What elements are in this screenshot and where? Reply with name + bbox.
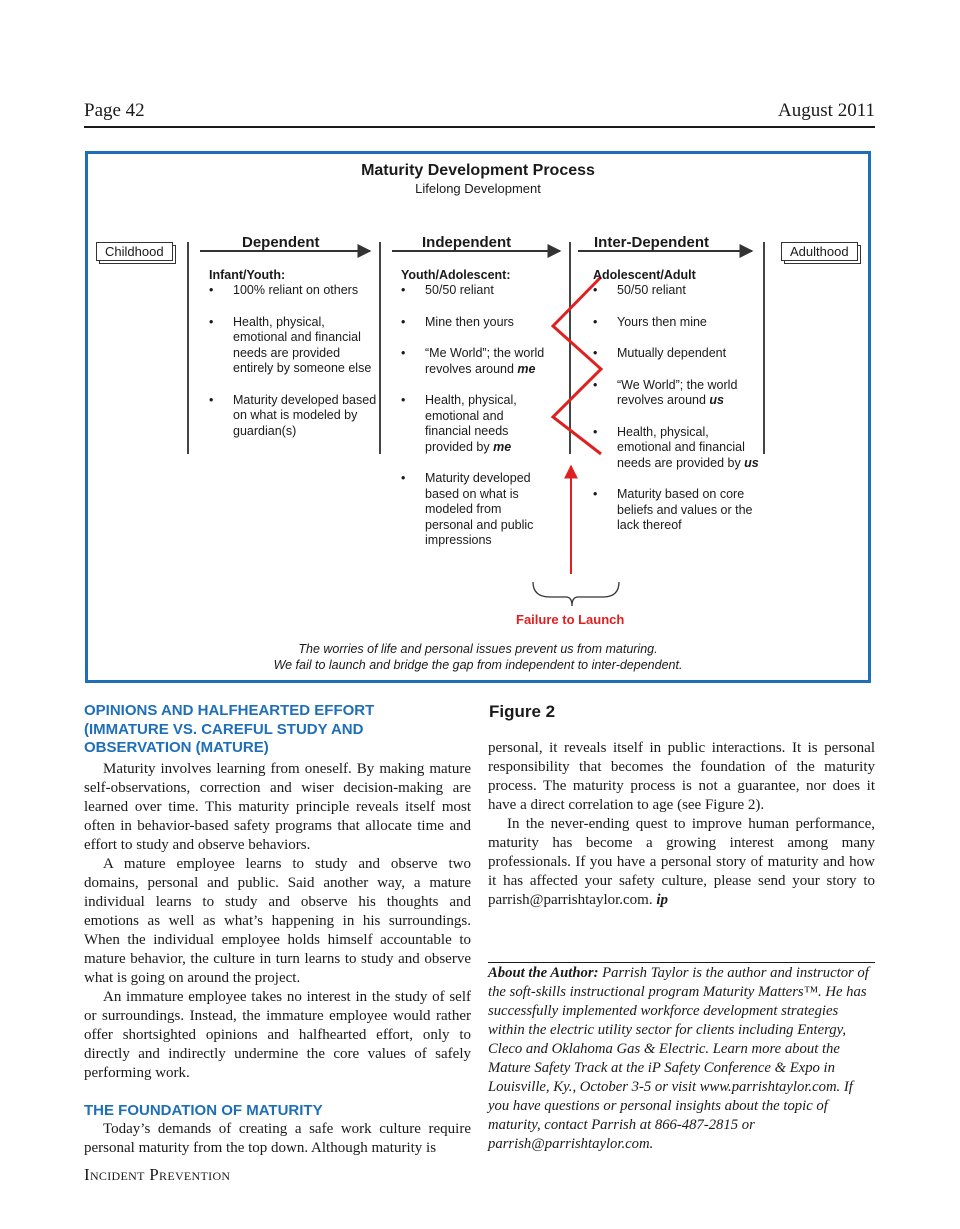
list-item: • Mutually dependent (593, 346, 763, 362)
figure-title: Maturity Development Process (361, 162, 595, 179)
article-left-column (84, 702, 471, 1158)
phase-dependent: Dependent (242, 234, 320, 251)
paragraph: personal, it reveals itself in public interactions. It is personal responsibility that becomes the foundation of the maturity process. The maturity process is not a guarantee, nor does it have a direct correlation to age (see Figure 2). (488, 740, 875, 813)
column-heading: Adolescent/Adult (593, 268, 696, 282)
section-heading: THE FOUNDATION OF MATURITY (84, 1101, 323, 1119)
list-item: • Health, physical, emotional and financial needs are provided entirely by someone else (209, 315, 379, 377)
list-item: • Mine then yours (401, 315, 551, 331)
failure-brace (533, 582, 619, 606)
bio-divider (488, 962, 875, 963)
section-heading: OPINIONS AND HALFHEARTED EFFORT (IMMATURE VS. CAREFUL STUDY AND OBSERVATION (MATURE) (84, 702, 375, 756)
column-heading: Infant/Youth: (209, 268, 286, 282)
list-item: • Health, physical, emotional and financial needs provided by me (401, 393, 551, 455)
issue-date: August 2011 (778, 100, 875, 121)
figure-subtitle: Lifelong Development (415, 181, 541, 196)
paragraph: Today’s demands of creating a safe work culture require personal maturity from the top down. Although maturity is (84, 1121, 471, 1156)
column-infant-youth (209, 268, 379, 455)
figure-caption: The worries of life and personal issues prevent us from maturing. We fail to launch and bridge the gap from independent to inter-dependent. (273, 642, 683, 672)
figure-label: Figure 2 (489, 702, 556, 721)
paragraph: In the never-ending quest to improve human performance, maturity has become a growing interest among many professionals. If you have a personal story of maturity and how it has affected your safety culture, please send your story to parrish@parrishtaylor.com. ip (488, 816, 875, 908)
column-heading: Youth/Adolescent: (401, 268, 511, 282)
paragraph: A mature employee learns to study and observe two domains, personal and public. Said another way, a mature individual learns to study and observe his thoughts and emotions as well as what’s happening in his surroundings. When the individual employee holds himself accountable to mature behavior, the culture in turn learns to study and observe what is going on around the project. (84, 855, 471, 986)
list-item: • 100% reliant on others (209, 283, 379, 299)
list-item: • Yours then mine (593, 315, 763, 331)
failure-to-launch-label: Failure to Launch (516, 612, 625, 627)
figure-maturity-process (85, 151, 871, 683)
author-bio: About the Author: Parrish Taylor is the author and instructor of the soft-skills instructional program Maturity Matters™. He has successfully implemented workforce development strategies within the electric utility sector for clients including Entergy, Cleco and Oklahoma Gas & Electric. Learn more about the Mature Safety Track at the iP Safety Conference & Expo in Louisville, Ky., October 3-5 or visit www.parrishtaylor.com. If you have questions or personal insights about the topic of maturity, contact Parrish at 866-487-2815 or parrish@parrishtaylor.com. (488, 965, 869, 1152)
header-rule (84, 126, 875, 128)
paragraph: Maturity involves learning from oneself. By making mature self-observations, correction and wiser decision-making are learned over time. This maturity principle reveals itself most often in behavior-based safety programs that allocate time and effort to study and observe behaviors. (84, 760, 471, 853)
list-item: • Maturity based on core beliefs and values or the lack thereof (593, 487, 763, 534)
childhood-label: Childhood (96, 242, 173, 261)
list-item: • “Me World”; the world revolves around me (401, 346, 551, 377)
publication-name: Incident Prevention (84, 1165, 231, 1184)
column-youth-adolescent (401, 268, 551, 565)
phase-interdependent: Inter-Dependent (594, 234, 710, 251)
list-item: • “We World”; the world revolves around us (593, 378, 763, 409)
list-item: • Health, physical, emotional and financial needs are provided by us (593, 425, 763, 472)
list-item: • Maturity developed based on what is modeled from personal and public impressions (401, 471, 551, 549)
adulthood-label: Adulthood (781, 242, 858, 261)
list-item: • 50/50 reliant (401, 283, 551, 299)
paragraph: An immature employee takes no interest in the study of self or surroundings. Instead, the immature employee would rather offer shortsighted opinions and halfhearted effort, only to directly and indirectly undermine the core values of safely performing work. (84, 988, 471, 1081)
list-item: • 50/50 reliant (593, 283, 763, 299)
column-adolescent-adult (593, 268, 763, 550)
article-right-column (488, 739, 875, 910)
list-item: • Maturity developed based on what is modeled by guardian(s) (209, 393, 379, 440)
phase-independent: Independent (422, 234, 512, 251)
page-number: Page 42 (84, 100, 145, 121)
